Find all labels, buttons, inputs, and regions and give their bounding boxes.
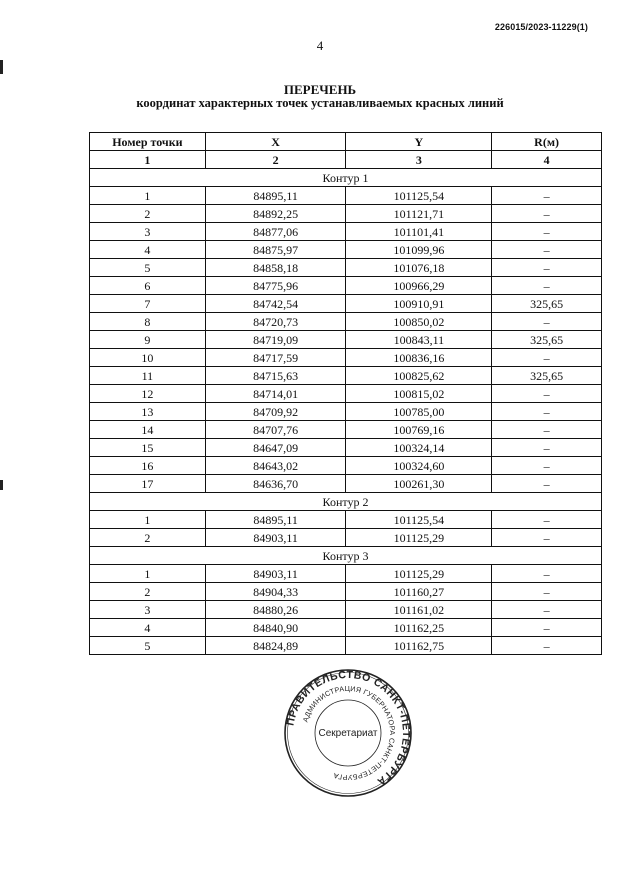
x-coordinate-cell: 84715,63 — [205, 367, 346, 385]
radius-cell: 325,65 — [492, 295, 602, 313]
x-coordinate-cell: 84840,90 — [205, 619, 346, 637]
column-index: 4 — [492, 151, 602, 169]
point-number-cell: 1 — [90, 511, 206, 529]
y-coordinate-cell: 101161,02 — [346, 601, 492, 619]
y-coordinate-cell: 100910,91 — [346, 295, 492, 313]
coordinates-table — [89, 132, 602, 655]
table-row — [90, 475, 602, 493]
table-row — [90, 223, 602, 241]
document-number: 226015/2023-11229(1) — [494, 22, 588, 32]
x-coordinate-cell: 84875,97 — [205, 241, 346, 259]
table-row — [90, 511, 602, 529]
y-coordinate-cell: 101160,27 — [346, 583, 492, 601]
seal-outer-text: ПРАВИТЕЛЬСТВО САНКТ-ПЕТЕРБУРГА — [284, 668, 413, 788]
y-coordinate-cell: 101099,96 — [346, 241, 492, 259]
radius-cell: – — [492, 403, 602, 421]
point-number-cell: 1 — [90, 187, 206, 205]
table-row — [90, 259, 602, 277]
x-coordinate-cell: 84717,59 — [205, 349, 346, 367]
point-number-cell: 7 — [90, 295, 206, 313]
radius-cell: – — [492, 223, 602, 241]
y-coordinate-cell: 100261,30 — [346, 475, 492, 493]
y-coordinate-cell: 100836,16 — [346, 349, 492, 367]
table-body — [90, 169, 602, 655]
x-coordinate-cell: 84720,73 — [205, 313, 346, 331]
y-coordinate-cell: 100785,00 — [346, 403, 492, 421]
contour-row — [90, 547, 602, 565]
point-number-cell: 12 — [90, 385, 206, 403]
point-number-cell: 3 — [90, 223, 206, 241]
y-coordinate-cell: 101125,29 — [346, 529, 492, 547]
column-index-row — [90, 151, 602, 169]
point-number-cell: 14 — [90, 421, 206, 439]
y-coordinate-cell: 101125,54 — [346, 187, 492, 205]
point-number-cell: 13 — [90, 403, 206, 421]
x-coordinate-cell: 84707,76 — [205, 421, 346, 439]
table-row — [90, 295, 602, 313]
table-row — [90, 529, 602, 547]
x-coordinate-cell: 84636,70 — [205, 475, 346, 493]
scan-edge-mark — [0, 60, 3, 74]
x-coordinate-cell: 84714,01 — [205, 385, 346, 403]
y-coordinate-cell: 100850,02 — [346, 313, 492, 331]
x-coordinate-cell: 84903,11 — [205, 565, 346, 583]
radius-cell: – — [492, 601, 602, 619]
table-row — [90, 619, 602, 637]
y-coordinate-cell: 100966,29 — [346, 277, 492, 295]
point-number-cell: 16 — [90, 457, 206, 475]
table-row — [90, 583, 602, 601]
x-coordinate-cell: 84892,25 — [205, 205, 346, 223]
radius-cell: – — [492, 583, 602, 601]
table-row — [90, 205, 602, 223]
point-number-cell: 9 — [90, 331, 206, 349]
page-number: 4 — [316, 38, 324, 53]
header-x: X — [205, 133, 346, 151]
column-index: 3 — [346, 151, 492, 169]
contour-row — [90, 169, 602, 187]
contour-label: Контур 3 — [90, 547, 602, 565]
radius-cell: – — [492, 313, 602, 331]
point-number-cell: 11 — [90, 367, 206, 385]
x-coordinate-cell: 84904,33 — [205, 583, 346, 601]
column-index: 2 — [205, 151, 346, 169]
radius-cell: – — [492, 349, 602, 367]
y-coordinate-cell: 100825,62 — [346, 367, 492, 385]
x-coordinate-cell: 84895,11 — [205, 187, 346, 205]
table-row — [90, 385, 602, 403]
table-row — [90, 637, 602, 655]
seal-inner-text: АДМИНИСТРАЦИЯ ГУБЕРНАТОРА САНКТ-ПЕТЕРБУРГА — [300, 683, 398, 783]
radius-cell: – — [492, 385, 602, 403]
radius-cell: – — [492, 421, 602, 439]
radius-cell: – — [492, 475, 602, 493]
document-title: ПЕРЕЧЕНЬ — [283, 82, 357, 97]
y-coordinate-cell: 101125,54 — [346, 511, 492, 529]
y-coordinate-cell: 100769,16 — [346, 421, 492, 439]
table-row — [90, 601, 602, 619]
y-coordinate-cell: 101162,25 — [346, 619, 492, 637]
table-row — [90, 403, 602, 421]
y-coordinate-cell: 101076,18 — [346, 259, 492, 277]
x-coordinate-cell: 84719,09 — [205, 331, 346, 349]
point-number-cell: 17 — [90, 475, 206, 493]
table-row — [90, 565, 602, 583]
x-coordinate-cell: 84877,06 — [205, 223, 346, 241]
table-row — [90, 349, 602, 367]
contour-label: Контур 1 — [90, 169, 602, 187]
point-number-cell: 1 — [90, 565, 206, 583]
radius-cell: – — [492, 619, 602, 637]
table-row — [90, 421, 602, 439]
table-header-row — [90, 133, 602, 151]
column-index: 1 — [90, 151, 206, 169]
y-coordinate-cell: 100324,60 — [346, 457, 492, 475]
radius-cell: – — [492, 565, 602, 583]
radius-cell: – — [492, 277, 602, 295]
contour-label: Контур 2 — [90, 493, 602, 511]
document-subtitle: координат характерных точек устанавливаемых красных линий — [136, 96, 504, 110]
x-coordinate-cell: 84647,09 — [205, 439, 346, 457]
table-row — [90, 187, 602, 205]
y-coordinate-cell: 100843,11 — [346, 331, 492, 349]
table-row — [90, 241, 602, 259]
x-coordinate-cell: 84643,02 — [205, 457, 346, 475]
point-number-cell: 2 — [90, 529, 206, 547]
point-number-cell: 2 — [90, 583, 206, 601]
radius-cell: – — [492, 529, 602, 547]
point-number-cell: 3 — [90, 601, 206, 619]
table-row — [90, 457, 602, 475]
y-coordinate-cell: 100815,02 — [346, 385, 492, 403]
y-coordinate-cell: 101101,41 — [346, 223, 492, 241]
radius-cell: – — [492, 637, 602, 655]
table-row — [90, 439, 602, 457]
header-point-number: Номер точки — [90, 133, 206, 151]
x-coordinate-cell: 84742,54 — [205, 295, 346, 313]
scan-edge-mark — [0, 480, 3, 490]
header-radius: R(м) — [492, 133, 602, 151]
x-coordinate-cell: 84775,96 — [205, 277, 346, 295]
radius-cell: – — [492, 511, 602, 529]
x-coordinate-cell: 84903,11 — [205, 529, 346, 547]
secretariat-seal — [283, 668, 413, 798]
y-coordinate-cell: 101121,71 — [346, 205, 492, 223]
x-coordinate-cell: 84709,92 — [205, 403, 346, 421]
radius-cell: 325,65 — [492, 331, 602, 349]
point-number-cell: 5 — [90, 637, 206, 655]
point-number-cell: 6 — [90, 277, 206, 295]
point-number-cell: 15 — [90, 439, 206, 457]
point-number-cell: 8 — [90, 313, 206, 331]
point-number-cell: 2 — [90, 205, 206, 223]
point-number-cell: 10 — [90, 349, 206, 367]
radius-cell: – — [492, 241, 602, 259]
y-coordinate-cell: 101162,75 — [346, 637, 492, 655]
point-number-cell: 4 — [90, 619, 206, 637]
point-number-cell: 5 — [90, 259, 206, 277]
table-row — [90, 313, 602, 331]
radius-cell: – — [492, 259, 602, 277]
header-y: Y — [346, 133, 492, 151]
radius-cell: – — [492, 187, 602, 205]
y-coordinate-cell: 100324,14 — [346, 439, 492, 457]
radius-cell: 325,65 — [492, 367, 602, 385]
table-row — [90, 277, 602, 295]
y-coordinate-cell: 101125,29 — [346, 565, 492, 583]
contour-row — [90, 493, 602, 511]
x-coordinate-cell: 84880,26 — [205, 601, 346, 619]
seal-center-text: Секретариат — [318, 728, 378, 739]
table-row — [90, 367, 602, 385]
x-coordinate-cell: 84858,18 — [205, 259, 346, 277]
radius-cell: – — [492, 457, 602, 475]
radius-cell: – — [492, 205, 602, 223]
x-coordinate-cell: 84895,11 — [205, 511, 346, 529]
x-coordinate-cell: 84824,89 — [205, 637, 346, 655]
radius-cell: – — [492, 439, 602, 457]
table-row — [90, 331, 602, 349]
point-number-cell: 4 — [90, 241, 206, 259]
